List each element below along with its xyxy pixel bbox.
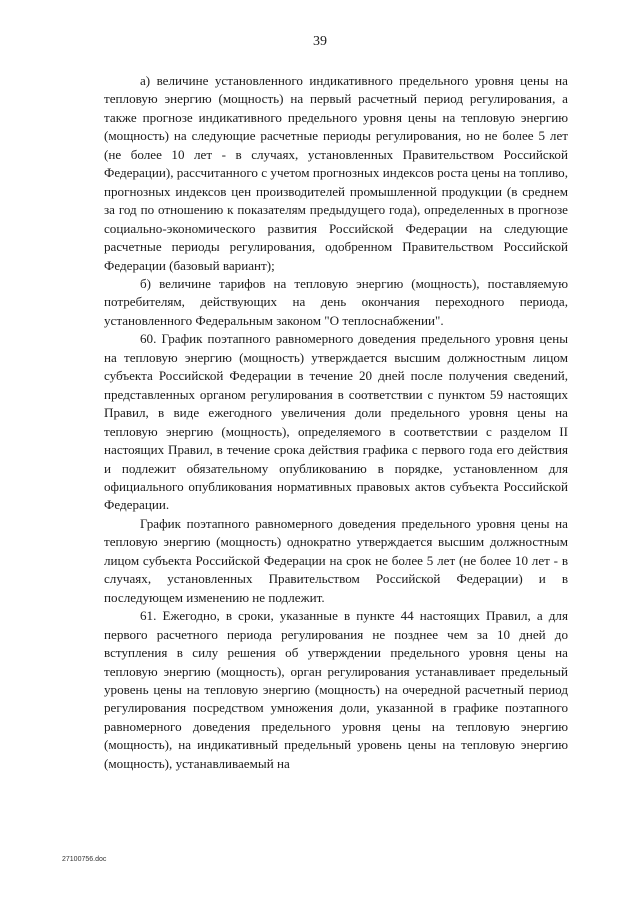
paragraph: 61. Ежегодно, в сроки, указанные в пункте 44 настоящих Правил, а для первого расчетного периода регулирования не позднее чем за 10 дней до вступления в силу решения об утверждении предельного уровня цены на тепловую энергию (мощность), орган регулирования устанавливает предельный уровень цены на тепловую энергию (мощность) на очередной расчетный период регулирования посредством умножения доли, указанной в графике поэтапного равномерного доведения предельного уровня цены на тепловую энергию (мощность), на индикативный предельный уровень цены на тепловую энергию (мощность), устанавливаемый на bbox=[104, 608, 568, 771]
paragraph: График поэтапного равномерного доведения предельного уровня цены на тепловую энергию (мощность) однократно утверждается высшим должностным лицом субъекта Российской Федерации на срок не более 5 лет (не более 10 лет - в случаях, установленных Правительством Российской Федерации) и в последующем изменению не подлежит. bbox=[104, 515, 568, 605]
paragraph: а) величине установленного индикативного предельного уровня цены на тепловую энергию (мощность) на первый расчетный период регулирования, а также прогнозе индикативного предельного уровня цены на тепловую энергию (мощность) на следующие расчетные периоды регулирования, но не более 5 лет (не более 10 лет - в случаях, установленных Правительством Российской Федерации), рассчитанного с учетом прогнозных индексов роста цены на топливо, прогнозных индексов цен производителей промышленной продукции (в среднем за год по отношению к показателям предыдущего года), определенных в прогнозе социально-экономического развития Российской Федерации на следующие расчетные периоды регулирования, одобренном Правительством Российской Федерации (базовый вариант); bbox=[104, 73, 568, 273]
document-filename-footer: 27100756.doc bbox=[62, 856, 107, 863]
page-number: 39 bbox=[313, 34, 327, 49]
paragraph: б) величине тарифов на тепловую энергию (мощность), поставляемую потребителям, действующих на день окончания переходного периода, установленного Федеральным законом "О теплоснабжении". bbox=[104, 275, 568, 328]
document-body bbox=[104, 72, 568, 773]
paragraph: 60. График поэтапного равномерного доведения предельного уровня цены на тепловую энергию (мощность) утверждается высшим должностным лицом субъекта Российской Федерации в течение 20 дней после получения сведений, представленных органом регулирования в соответствии с пунктом 59 настоящих Правил, в виде ежегодного увеличения доли предельного уровня цены на тепловую энергию (мощность), определяемого в соответствии с разделом II настоящих Правил, в течение срока действия графика с первого года его действия и подлежит обязательному опубликованию в порядке, установленном для официального опубликования нормативных правовых актов субъекта Российской Федерации. bbox=[104, 331, 568, 513]
